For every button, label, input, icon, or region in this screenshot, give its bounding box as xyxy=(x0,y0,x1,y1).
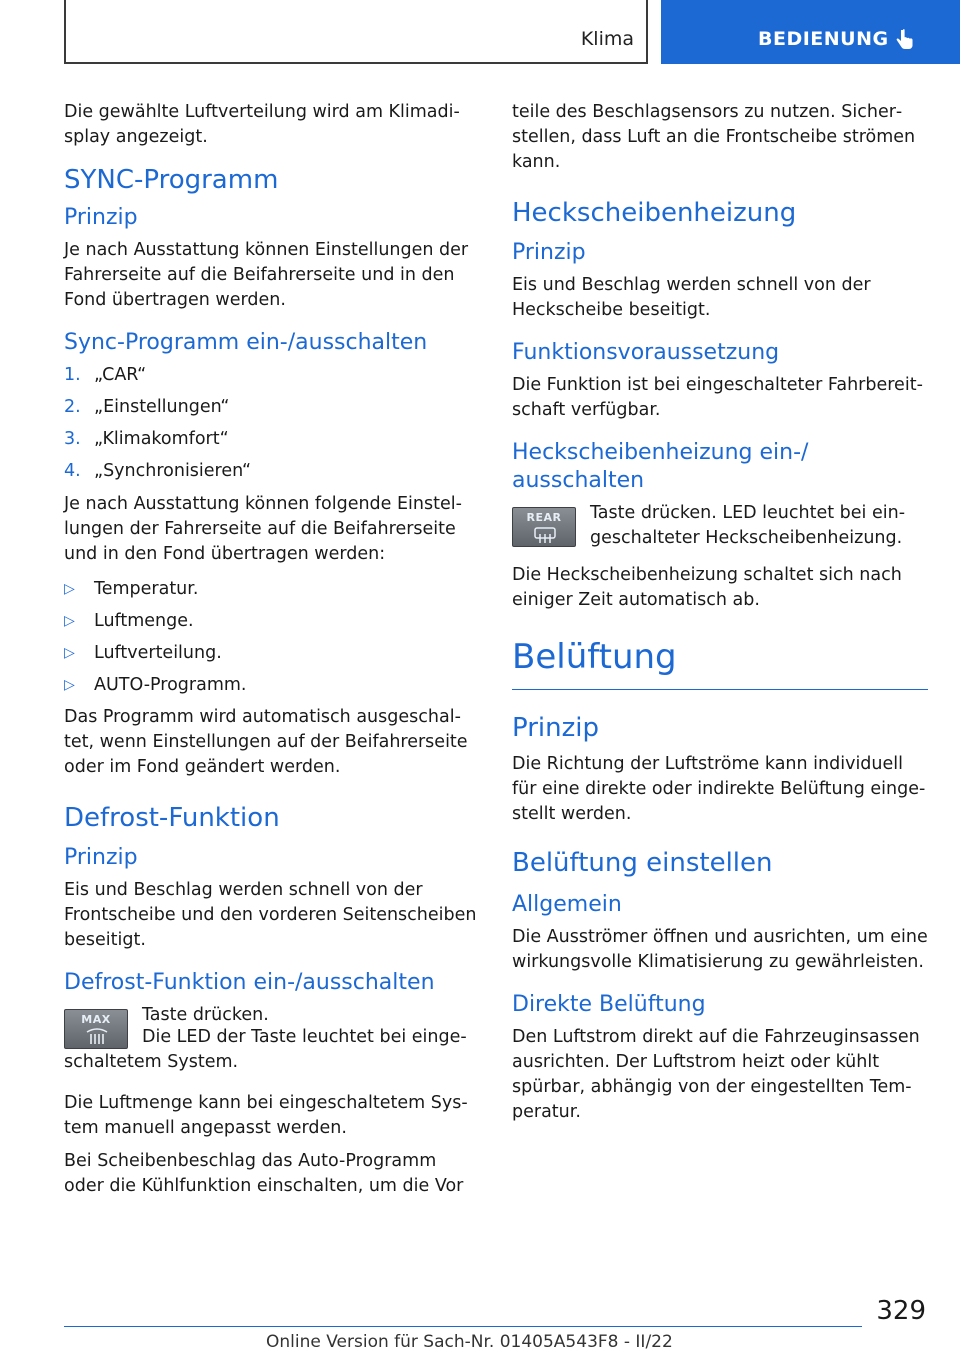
sync-title: SYNC-Programm xyxy=(64,165,279,195)
list-item: ▷ Temperatur. xyxy=(64,579,199,599)
footer-divider xyxy=(64,1326,862,1327)
rear-window-heating-icon xyxy=(533,526,557,544)
steps-list xyxy=(64,363,480,484)
right-column xyxy=(512,100,928,1133)
footer-text: Online Version für Sach-Nr. 01405A543F8 - II/22 xyxy=(266,1332,673,1352)
bel-prinzip-text: Die Richtung der Luftströme kann individuell für eine direkte oder indirekte Belüftung eingestellt werden. xyxy=(512,754,926,824)
defrost-onoff-heading: Defrost-Funktion ein-/ausschalten xyxy=(64,970,435,995)
list-item: ▷ AUTO-Programm. xyxy=(64,675,247,695)
heck-onoff-heading: Heckscheibenheizung ein-/ ausschalten xyxy=(512,440,809,493)
bel-einstellen-heading: Belüftung einstellen xyxy=(512,848,773,878)
direkt-text: Den Luftstrom direkt auf die Fahrzeuginsassen ausrichten. Der Luftstrom heizt oder kühlt spürbar, abhängig von der eingestellten Temperatur. xyxy=(512,1027,920,1122)
defrost-prinzip-heading: Prinzip xyxy=(64,845,138,870)
list-item: ▷ Luftverteilung. xyxy=(64,643,222,663)
intro-text: Die gewählte Luftverteilung wird am Klimadisplay angezeigt. xyxy=(64,102,460,147)
defrost-press-text: Taste drücken. xyxy=(142,1005,269,1025)
heck-auto-text: Die Heckscheibenheizung schaltet sich nach einiger Zeit automatisch ab. xyxy=(512,565,902,610)
heck-prinzip-text: Eis und Beschlag werden schnell von der Heckscheibe beseitigt. xyxy=(512,275,871,320)
list-item: 2. „Einstellungen“ xyxy=(64,397,230,417)
sync-after-text: Je nach Ausstattung können folgende Einstellungen der Fahrerseite auf die Beifahrerseite und in den Fond übertragen werden: xyxy=(64,494,462,564)
continued-text: teile des Beschlagsensors zu nutzen. Sicherstellen, dass Luft an die Frontscheibe strömen kann. xyxy=(512,102,916,172)
heck-voraus-heading: Funktionsvoraussetzung xyxy=(512,340,780,365)
list-item: ▷ Luftmenge. xyxy=(64,611,194,631)
header-frame xyxy=(64,0,648,64)
bel-prinzip-heading: Prinzip xyxy=(512,713,599,743)
direkt-heading: Direkte Belüftung xyxy=(512,992,706,1017)
defrost-fog-text: Bei Scheibenbeschlag das Auto-Programm oder die Kühlfunktion einschalten, um die Vor xyxy=(64,1151,464,1196)
rear-button-row xyxy=(512,501,928,551)
heck-press-text: Taste drücken. LED leuchtet bei eingeschalteter Heckscheibenheizung. xyxy=(590,503,906,548)
defrost-title: Defrost-Funktion xyxy=(64,803,280,833)
max-defrost-button[interactable]: MAX xyxy=(64,1009,128,1049)
header-section: Klima xyxy=(580,28,634,50)
header-chapter: BEDIENUNG xyxy=(758,28,889,50)
defrost-air-text: Die Luftmenge kann bei eingeschaltetem System manuell angepasst werden. xyxy=(64,1093,468,1138)
header-chapter-tab[interactable] xyxy=(661,0,960,64)
page-number: 329 xyxy=(876,1296,926,1326)
defrost-icon xyxy=(85,1028,109,1046)
heck-title: Heckscheibenheizung xyxy=(512,198,797,228)
bullet-list xyxy=(64,577,480,698)
list-item: 3. „Klimakomfort“ xyxy=(64,429,229,449)
heck-voraus-text: Die Funktion ist bei eingeschalteter Fahrbereitschaft verfügbar. xyxy=(512,375,923,420)
sync-end-text: Das Programm wird automatisch ausgeschaltet, wenn Einstellungen auf der Beifahrerseite oder im Fond geändert werden. xyxy=(64,707,468,777)
sync-prinzip-heading: Prinzip xyxy=(64,205,138,230)
hand-pointer-icon xyxy=(895,28,915,52)
defrost-prinzip-text: Eis und Beschlag werden schnell von der Frontscheibe und den vorderen Seitenscheiben beseitigt. xyxy=(64,880,477,950)
allgemein-heading: Allgemein xyxy=(512,892,622,917)
list-item: 1. „CAR“ xyxy=(64,365,147,385)
belueftung-title: Belüftung xyxy=(512,637,928,690)
sync-onoff-heading: Sync-Programm ein-/ausschalten xyxy=(64,330,428,355)
defrost-led-text: Die LED der Taste leuchtet bei eingeschaltetem System. xyxy=(64,1027,467,1072)
sync-prinzip-text: Je nach Ausstattung können Einstellungen der Fahrerseite auf die Beifahrerseite und in den Fond übertragen werden. xyxy=(64,240,469,310)
allgemein-text: Die Ausströmer öffnen und ausrichten, um eine wirkungsvolle Klimatisierung zu gewährleisten. xyxy=(512,927,928,972)
heck-prinzip-heading: Prinzip xyxy=(512,240,586,265)
left-column xyxy=(64,100,480,1207)
list-item: 4. „Synchronisieren“ xyxy=(64,461,252,481)
rear-defrost-button[interactable]: REAR xyxy=(512,507,576,547)
